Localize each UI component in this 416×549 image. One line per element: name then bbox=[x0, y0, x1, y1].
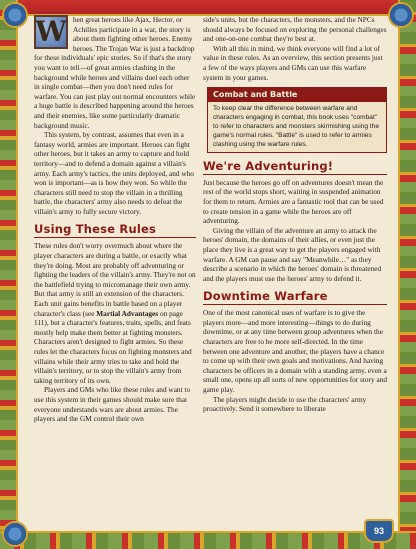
body-paragraph: With all this in mind, we think everyone will find a lot of value in these rules. As an overview, this section presents just a few of the ways players and GMs can use this warfare system in your games. bbox=[203, 43, 383, 82]
decorative-border-right bbox=[398, 0, 416, 549]
corner-ornament-icon bbox=[2, 2, 28, 28]
decorative-border-top bbox=[0, 0, 416, 16]
section-heading-adventuring: We're Adventuring! bbox=[203, 159, 387, 175]
body-paragraph: Just because the heroes go off on adventures doesn't mean the rest of the world stops short, waiting in suspended animation for them to return. Armies are a fantastic tool that can be used to create tension in a game while the heroes are off adventuring. bbox=[203, 177, 384, 226]
section-heading-downtime: Downtime Warfare bbox=[203, 289, 387, 305]
body-paragraph: Players and GMs who like these rules and want to use this system in their games should make sure that everyone understands wars are about armies. The players and the GM control their own bbox=[34, 385, 191, 424]
dropcap-illumination: W bbox=[35, 15, 67, 49]
body-text: These rules don't worry overmuch about where the player characters are during a battle, or exactly what they're doing. Most are probably off adventuring or fighting the leaders of the villain's army. They're not on the battlefield trying to micromanage their own army. But that army is still an extension of the characters. Each unit gains benefits in battle based on a player character's class (see bbox=[34, 241, 196, 318]
cross-reference-term: Martial Advantages bbox=[96, 308, 159, 318]
body-paragraph: This system, by contrast, assumes that even in a fantasy world, armies are important. Heroes can fight other heroes, but it takes an army to capture and hold territory—and to defend a domain against a villain's army. Each army's tactics, the units deployed, and who won is important—as is how they won. So while the characters still need to stop the villain in a thrilling battle, the characters' army also needs to defeat the villain's army to fully secure victory. bbox=[34, 130, 194, 216]
decorative-border-left bbox=[0, 0, 18, 549]
body-paragraph: One of the most canonical uses of warfare is to give the players more—and more interesting—things to do during downtime, or at any time between group adventures when the characters are free to be more self-directed. In the time between one adventure and another, the players have a chance to come up with their own goals and motivations. And having characters be officers in a domain with a standing army, even a small one, opens up all sorts of new opportunities for story and game play. bbox=[203, 308, 388, 395]
sidebar-title: Combat and Battle bbox=[208, 88, 386, 102]
sidebar-body: To keep clear the difference between warfare and characters engaging in combat, this book uses "combat" to refer to characters and monsters skirmishing using the game's normal rules. "Battle" is used to refer to armies clashing using the warfare rules. bbox=[213, 104, 380, 148]
body-paragraph bbox=[34, 241, 196, 385]
sidebar-box bbox=[207, 87, 387, 153]
decorative-border-bottom bbox=[0, 531, 416, 549]
corner-ornament-icon bbox=[388, 2, 414, 28]
left-column bbox=[34, 15, 196, 424]
right-column bbox=[203, 15, 387, 414]
intro-text: hen great heroes like Ajax, Hector, or Achilles participate in a war, the story is about them fighting other heroes. Enemy heroes. The Trojan War is just a backdrop for these individuals' epic stories. So if that's the story you want to tell—of great armies clashing in the background while heroes and villains duel each other in single combat—then you don't need rules for warfare. You can just play out normal encounters while a huge battle is described happening around the heroes and their enemies, like some particularly dramatic background music. bbox=[34, 15, 196, 130]
corner-ornament-icon bbox=[2, 521, 28, 547]
body-paragraph: side's units, but the characters, the monsters, and the NPCs should always be focused on exploring the personal challenges and one-on-one combat they're best at. bbox=[203, 15, 387, 44]
page-number-badge: 93 bbox=[364, 519, 394, 543]
body-text: on page 111), but a character's features, traits, spells, and feats mostly help make them better at fighting monsters. Characters aren't designed to fight armies. So these rules let the characters focus on fighting monsters and villains while their army tries to take and hold the villain's territory, or to stop the villain's army from taking territory of its own. bbox=[34, 308, 192, 385]
body-paragraph: The players might decide to use the characters' army proactively. Send it somewhere to liberate bbox=[203, 394, 367, 414]
body-paragraph: Giving the villain of the adventure an army to attack the heroes' domain, the domains of their allies, or even just the place they live is a great way to get the players engaged with warfare. A GM can pause and say "Meanwhile…" as they describe a scenario in which the heroes' domain is threatened and the players must use the heroes' army to defend it. bbox=[203, 225, 382, 283]
section-heading-using-rules: Using These Rules bbox=[34, 222, 196, 238]
